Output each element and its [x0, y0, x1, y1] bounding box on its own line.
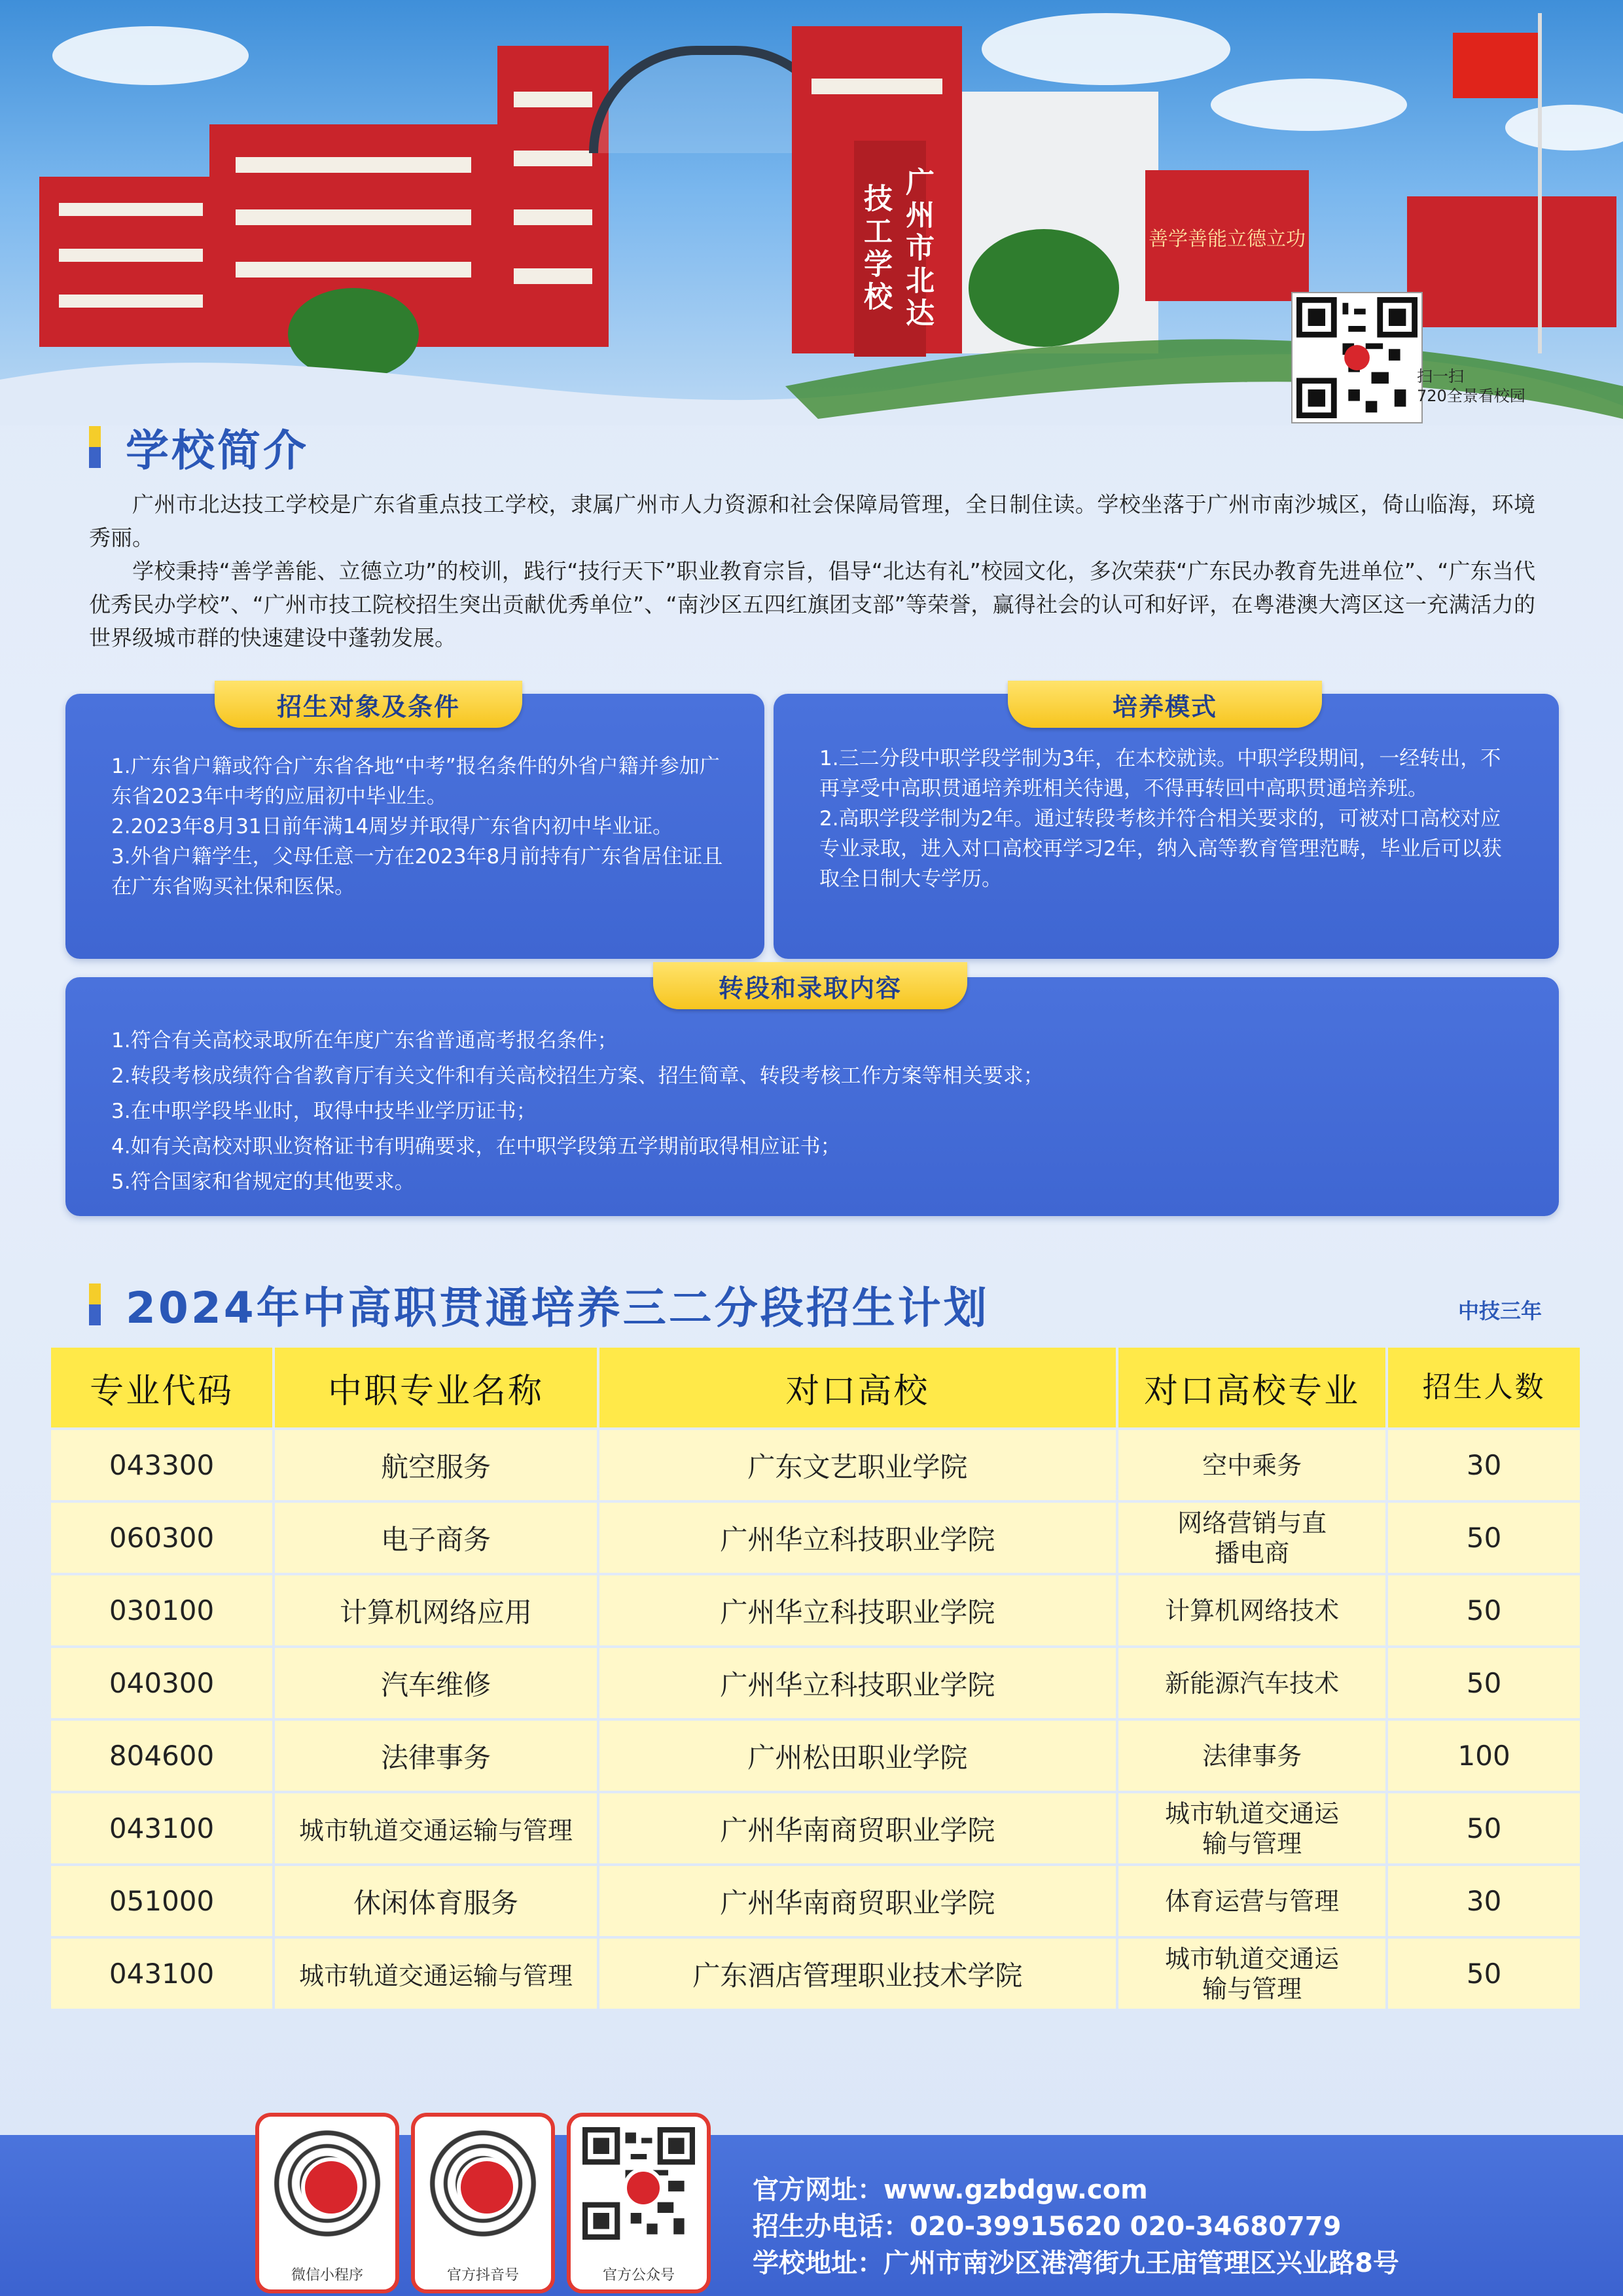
website-link[interactable]: 官方网址：www.gzbdgw.com	[753, 2175, 1148, 2205]
contact-info	[753, 2172, 1399, 2282]
training-item: 2.高职学段学制为2年。通过转段考核并符合相关要求的，可被对口高校对应专业录取，进入对口高校再学习2年，纳入高等教育管理范畴，毕业后可以获取全日制大专学历。	[819, 807, 1502, 891]
header-code: 专业代码	[51, 1348, 272, 1427]
building-center	[497, 46, 609, 347]
cell-code: 043300	[51, 1430, 272, 1500]
school-seal-icon	[457, 2157, 517, 2217]
flagpole	[1538, 13, 1542, 353]
cell-college-major: 空中乘务	[1118, 1430, 1385, 1500]
admission-box	[65, 694, 764, 959]
cell-college: 广东文艺职业学院	[599, 1430, 1116, 1500]
plan-title: 2024年中高职贯通培养三二分段招生计划	[126, 1283, 990, 1333]
building-slogan	[1145, 170, 1309, 301]
cell-quota: 50	[1388, 1939, 1580, 2009]
panorama-qr-code[interactable]	[1293, 293, 1421, 422]
header-quota: 招生人数	[1388, 1348, 1580, 1427]
plan-heading	[89, 1273, 990, 1335]
qr-caption: 官方抖音号	[446, 2267, 519, 2284]
training-box	[774, 694, 1559, 959]
cell-college: 广州华南商贸职业学院	[599, 1866, 1116, 1936]
enrollment-plan-table	[48, 1345, 1582, 2011]
cell-code: 043100	[51, 1793, 272, 1863]
cell-college: 广东酒店管理职业技术学院	[599, 1939, 1116, 2009]
cell-code: 804600	[51, 1721, 272, 1791]
table-row	[51, 1503, 1580, 1573]
cell-quota: 50	[1388, 1793, 1580, 1863]
plan-note: 中技三年	[1458, 1299, 1543, 1323]
intro-title: 学校简介	[126, 425, 309, 476]
cell-college-major: 计算机网络技术	[1118, 1575, 1385, 1645]
heading-bar	[89, 426, 101, 468]
admission-item: 2.2023年8月31日前年满14周岁并取得广东省内初中毕业证。	[111, 815, 673, 838]
cell-major: 电子商务	[275, 1503, 597, 1573]
cell-college: 广州华立科技职业学院	[599, 1503, 1116, 1573]
school-seal-icon	[623, 2168, 664, 2208]
cell-college: 广州华立科技职业学院	[599, 1575, 1116, 1645]
panorama-qr-caption	[1417, 367, 1561, 406]
cell-quota: 50	[1388, 1648, 1580, 1718]
transfer-box	[65, 977, 1559, 1216]
header-college-major: 对口高校专业	[1118, 1348, 1385, 1427]
table-row	[51, 1648, 1580, 1718]
training-tab: 培养模式	[1008, 681, 1322, 728]
phone-number[interactable]: 招生办电话：020-39915620 020-34680779	[753, 2212, 1342, 2242]
cell-quota: 50	[1388, 1503, 1580, 1573]
qr-caption-line: 扫一扫	[1417, 367, 1464, 386]
cell-college-major: 体育运营与管理	[1118, 1866, 1385, 1936]
cloud	[1505, 105, 1623, 151]
cell-major: 城市轨道交通运输与管理	[275, 1793, 597, 1863]
qr-caption-line: 720全景看校园	[1417, 387, 1525, 405]
cell-major: 城市轨道交通运输与管理	[275, 1939, 597, 2009]
cell-college: 广州华立科技职业学院	[599, 1648, 1116, 1718]
cell-major: 汽车维修	[275, 1648, 597, 1718]
cell-college-major: 网络营销与直播电商	[1118, 1503, 1385, 1573]
admission-tab: 招生对象及条件	[215, 681, 522, 728]
intro-paragraph: 广州市北达技工学校是广东省重点技工学校，隶属广州市人力资源和社会保障局管理，全日制住读。学校坐落于广州市南沙城区，倚山临海，环境秀丽。	[89, 492, 1535, 550]
official-account-qr[interactable]	[567, 2113, 711, 2293]
transfer-item: 1.符合有关高校录取所在年度广东省普通高考报名条件；	[111, 1029, 618, 1052]
cloud	[1211, 79, 1407, 131]
cell-code: 051000	[51, 1866, 272, 1936]
transfer-item: 2.转段考核成绩符合省教育厅有关文件和有关高校招生方案、招生简章、转段考核工作方案等相关要求；	[111, 1064, 1044, 1088]
qr-caption: 微信小程序	[291, 2267, 363, 2284]
transfer-item: 4.如有关高校对职业资格证书有明确要求，在中职学段第五学期前取得相应证书；	[111, 1135, 841, 1158]
cell-major: 航空服务	[275, 1430, 597, 1500]
intro-text	[89, 488, 1535, 655]
school-seal-icon	[301, 2157, 361, 2217]
intro-heading	[89, 416, 309, 478]
admission-item: 3.外省户籍学生，父母任意一方在2023年8月前持有广东省居住证且在广东省购买社保和医保。	[111, 845, 723, 899]
table-row	[51, 1939, 1580, 2009]
cell-quota: 100	[1388, 1721, 1580, 1791]
table-row	[51, 1575, 1580, 1645]
cell-major: 法律事务	[275, 1721, 597, 1791]
table-row	[51, 1793, 1580, 1863]
cell-quota: 30	[1388, 1866, 1580, 1936]
qr-caption: 官方公众号	[602, 2267, 675, 2284]
cell-college-major: 新能源汽车技术	[1118, 1648, 1385, 1718]
admission-item: 1.广东省户籍或符合广东省各地“中考”报名条件的外省户籍并参加广东省2023年中考的应届初中毕业生。	[111, 755, 720, 808]
cell-major: 休闲体育服务	[275, 1866, 597, 1936]
cell-quota: 30	[1388, 1430, 1580, 1500]
cell-major: 计算机网络应用	[275, 1575, 597, 1645]
wechat-miniprogram-qr[interactable]	[255, 2113, 399, 2293]
cell-code: 043100	[51, 1939, 272, 2009]
cell-college: 广州华南商贸职业学院	[599, 1793, 1116, 1863]
intro-paragraph: 学校秉持“善学善能、立德立功”的校训，践行“技行天下”职业教育宗旨，倡导“北达有礼”校园文化，多次荣获“广东民办教育先进单位”、“广东当代优秀民办学校”、“广州市技工院校招生突出贡献优秀单位”、“南沙区五四红旗团支部”等荣誉，赢得社会的认可和好评，在粤港澳大湾区这一充满活力的世界级城市群的快速建设中蓬勃发展。	[89, 558, 1535, 651]
cell-college-major: 城市轨道交通运输与管理	[1118, 1939, 1385, 2009]
school-address: 学校地址：广州市南沙区港湾街九王庙管理区兴业路8号	[753, 2248, 1399, 2278]
training-item: 1.三二分段中职学段学制为3年，在本校就读。中职学段期间，一经转出，不再享受中高职贯通培养班相关待遇，不得再转回中高职贯通培养班。	[819, 747, 1501, 800]
cell-quota: 50	[1388, 1575, 1580, 1645]
cell-college-major: 城市轨道交通运输与管理	[1118, 1793, 1385, 1863]
cell-college-major: 法律事务	[1118, 1721, 1385, 1791]
flag	[1453, 33, 1538, 98]
transfer-item: 3.在中职学段毕业时，取得中技毕业学历证书；	[111, 1100, 537, 1123]
cloud	[982, 13, 1230, 85]
table-row	[51, 1721, 1580, 1791]
header-major: 中职专业名称	[275, 1348, 597, 1427]
cell-college: 广州松田职业学院	[599, 1721, 1116, 1791]
table-row	[51, 1430, 1580, 1500]
slogan-text: 善学善能立德立功	[1149, 228, 1306, 251]
table-header-row	[51, 1348, 1580, 1427]
douyin-qr[interactable]	[411, 2113, 555, 2293]
cell-code: 060300	[51, 1503, 272, 1573]
header-college: 对口高校	[599, 1348, 1116, 1427]
heading-bar	[89, 1283, 101, 1325]
cell-code: 040300	[51, 1648, 272, 1718]
cloud	[52, 26, 249, 85]
table-row	[51, 1866, 1580, 1936]
transfer-tab: 转段和录取内容	[653, 962, 967, 1009]
transfer-item: 5.符合国家和省规定的其他要求。	[111, 1170, 415, 1194]
school-name-sign: 广州市北达技工学校	[854, 141, 926, 357]
cell-code: 030100	[51, 1575, 272, 1645]
